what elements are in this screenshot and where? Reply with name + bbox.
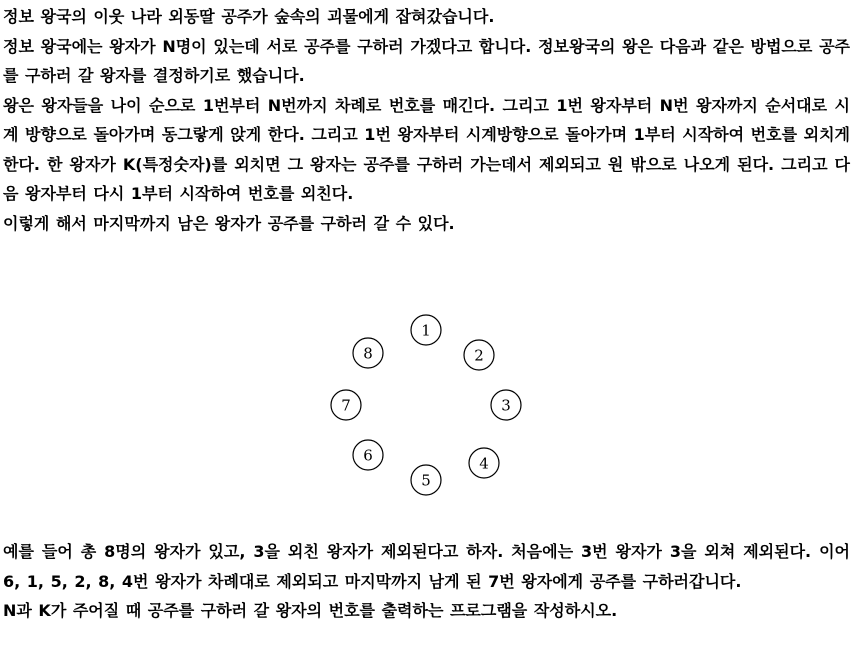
node-8 (353, 338, 383, 368)
intro-paragraph-1: 정보 왕국의 이웃 나라 외동딸 공주가 숲속의 괴물에게 잡혀갔습니다. (3, 7, 495, 26)
node-7-label: 7 (341, 396, 351, 415)
node-6 (353, 440, 383, 470)
node-8-label: 8 (363, 344, 373, 363)
node-4 (469, 448, 499, 478)
task-paragraph: N과 K가 주어질 때 공주를 구하러 갈 왕자의 번호를 출력하는 프로그램을 작성하시오. (3, 601, 618, 620)
intro-section (0, 2, 854, 238)
prince-circle-svg (320, 305, 540, 505)
node-6-label: 6 (363, 446, 373, 465)
intro-paragraph-3: 왕은 왕자들을 나이 순으로 1번부터 N번까지 차례로 번호를 매긴다. 그리고 1번 왕자부터 N번 왕자까지 순서대로 시계 방향으로 돌아가며 동그랗게 앉게 한다. 그리고 1번 왕자부터 시계방향으로 돌아가며 1부터 시작하여 번호를 외치게 한다. 한 왕자가 K(특정숫자)를 외치면 그 왕자는 공주를 구하러 가는데서 제외되고 원 밖으로 나오게 된다. 그리고 다음 왕자부터 다시 1부터 시작하여 번호를 외친다. (3, 95, 850, 203)
node-1 (411, 315, 441, 345)
example-paragraph: 예를 들어 총 8명의 왕자가 있고, 3을 외친 왕자가 제외된다고 하자. 처음에는 3번 왕자가 3을 외쳐 제외된다. 이어 6, 1, 5, 2, 8, 4번 왕자가 차례대로 제외되고 마지막까지 남게 된 7번 왕자에게 공주를 구하러갑니다. (3, 542, 850, 591)
intro-paragraph-2: 정보 왕국에는 왕자가 N명이 있는데 서로 공주를 구하러 가겠다고 합니다. 정보왕국의 왕은 다음과 같은 방법으로 공주를 구하러 갈 왕자를 결정하기로 했습니다. (3, 36, 850, 85)
intro-paragraph-4: 이렇게 해서 마지막까지 남은 왕자가 공주를 구하러 갈 수 있다. (3, 213, 455, 233)
node-7 (331, 390, 361, 420)
prince-circle-diagram (320, 305, 540, 505)
node-3-label: 3 (501, 396, 511, 415)
node-5 (411, 465, 441, 495)
node-3 (491, 390, 521, 420)
node-2 (464, 340, 494, 370)
node-1-label: 1 (421, 321, 431, 340)
outro-section (0, 537, 854, 626)
node-2-label: 2 (474, 346, 484, 365)
node-5-label: 5 (421, 471, 431, 490)
node-4-label: 4 (479, 454, 489, 473)
